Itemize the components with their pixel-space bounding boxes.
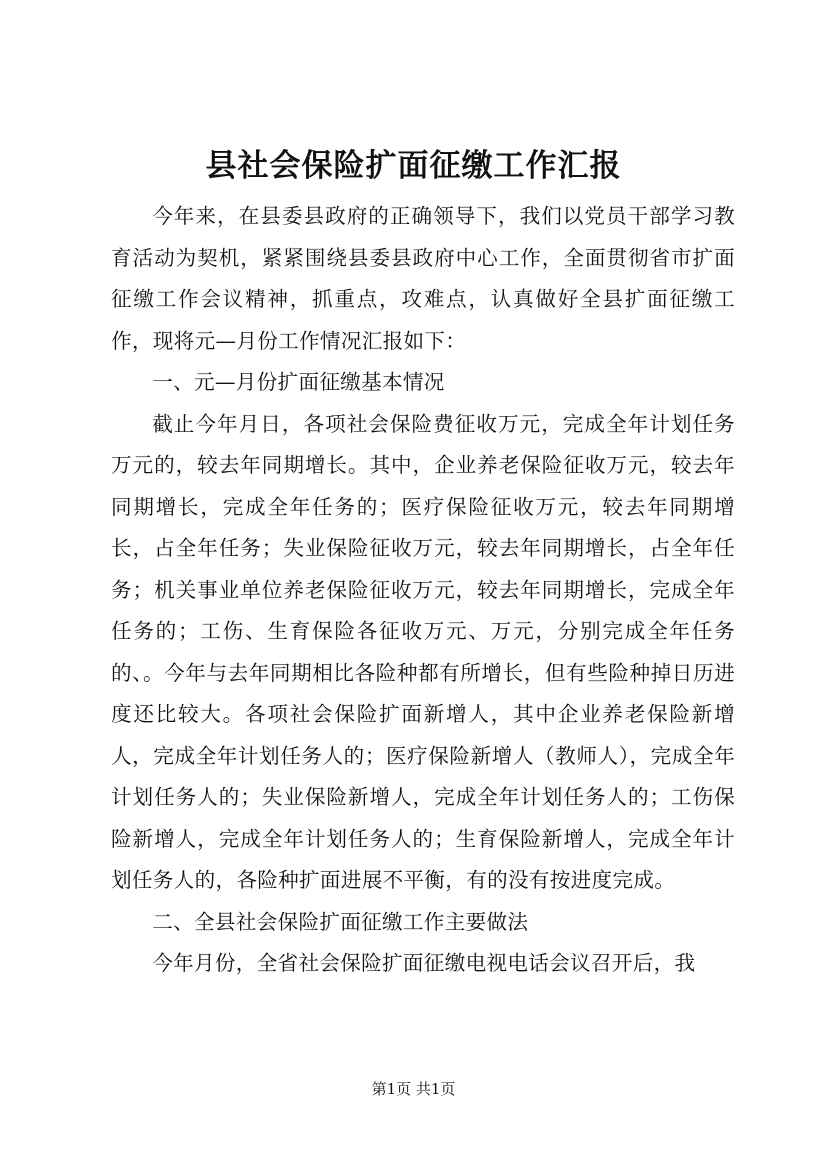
- document-title: 县社会保险扩面征缴工作汇报: [205, 148, 622, 184]
- document-body: [111, 196, 735, 985]
- paragraph-basic-situation: 截止今年月日，各项社会保险费征收万元，完成全年计划任务万元的，较去年同期增长。其中，企业养老保险征收万元，较去年同期增长，完成全年任务的；医疗保险征收万元，较去年同期增长，占全年任务；失业保险征收万元，较去年同期增长，占全年任务；机关事业单位养老保险征收万元，较去年同期增长，完成全年任务的；工伤、生育保险各征收万元、万元，分别完成全年任务的、。今年与去年同期相比各险种都有所增长，但有些险种掉日历进度还比较大。各项社会保险扩面新增人，其中企业养老保险新增人，完成全年计划任务人的；医疗保险新增人（教师人），完成全年计划任务人的；失业保险新增人，完成全年计划任务人的；工伤保险新增人，完成全年计划任务人的；生育保险新增人，完成全年计划任务人的，各险种扩面进展不平衡，有的没有按进度完成。: [111, 411, 735, 892]
- page-footer: 第1页 共1页: [371, 1080, 456, 1098]
- section-heading-2: 二、全县社会保险扩面征缴工作主要做法: [152, 909, 529, 934]
- section-heading-1: 一、元—月份扩面征缴基本情况: [152, 370, 445, 394]
- paragraph-intro: 今年来，在县委县政府的正确领导下，我们以党员干部学习教育活动为契机，紧紧围绕县委县政府中心工作，全面贯彻省市扩面征缴工作会议精神，抓重点，攻难点，认真做好全县扩面征缴工作，现将元—月份工作情况汇报如下：: [111, 204, 735, 353]
- paragraph-main-practices: 今年月份，全省社会保险扩面征缴电视电话会议召开后，我: [152, 951, 696, 975]
